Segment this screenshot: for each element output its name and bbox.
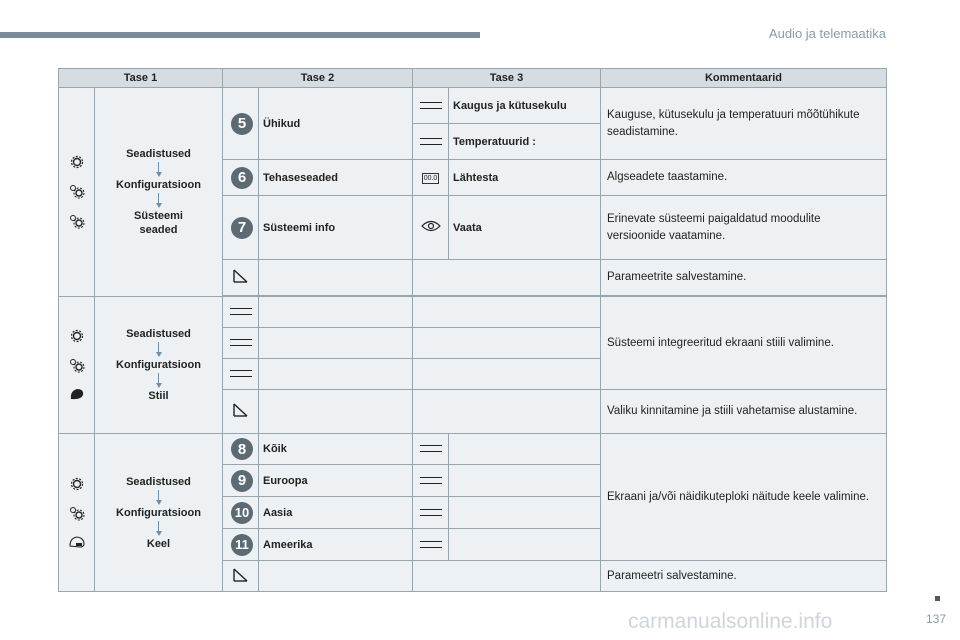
back-arrow-icon <box>232 567 250 583</box>
sub-label: Lähtesta <box>449 160 601 196</box>
badge-7: 7 <box>231 217 253 239</box>
arrow-down-icon <box>95 373 222 388</box>
back-cell <box>223 390 259 434</box>
empty-cell <box>413 390 601 434</box>
menu-bar-icon <box>230 308 252 315</box>
language-icon <box>68 535 86 549</box>
empty-cell <box>259 328 413 359</box>
empty-cell <box>413 260 601 296</box>
empty-cell <box>259 359 413 390</box>
empty-cell <box>413 297 601 328</box>
level-label: Seadistused <box>126 148 191 160</box>
palette-icon <box>69 387 85 401</box>
header-comments: Kommentaarid <box>601 69 887 88</box>
group1-levels <box>95 88 223 297</box>
group2-levels <box>95 297 223 434</box>
empty-cell <box>259 260 413 296</box>
row-label: Ameerika <box>259 529 413 561</box>
badge-8: 8 <box>231 438 253 460</box>
comment: Süsteemi integreeritud ekraani stiili valimine. <box>601 297 887 390</box>
arrow-down-icon <box>95 193 222 208</box>
level-label: Konfiguratsioon <box>116 359 201 371</box>
level-label: Seadistused <box>126 475 191 488</box>
comment: Parameetrite salvestamine. <box>601 260 887 296</box>
empty-cell <box>413 328 601 359</box>
menu-bar-icon <box>230 339 252 346</box>
bar-cell <box>413 465 449 497</box>
arrow-down-icon <box>95 490 222 505</box>
sub-label: Vaata <box>449 196 601 260</box>
badge-cell <box>223 465 259 497</box>
bar-cell <box>223 359 259 390</box>
menu-bar-icon <box>420 541 442 548</box>
comment: Erinevate süsteemi paigaldatud moodulite versioonide vaatamine. <box>601 196 887 260</box>
empty-cell <box>413 359 601 390</box>
header-level1: Tase 1 <box>59 69 223 88</box>
row-label: Tehaseseaded <box>259 160 413 196</box>
comment: Parameetri salvestamine. <box>601 561 887 592</box>
row-label: Aasia <box>259 497 413 529</box>
empty-cell <box>259 390 413 434</box>
bar-cell <box>223 297 259 328</box>
settings-table <box>58 68 887 592</box>
badge-11: 11 <box>231 534 253 556</box>
menu-bar-icon <box>420 102 442 109</box>
empty-cell <box>449 434 601 465</box>
bar-cell <box>223 328 259 359</box>
badge-cell <box>223 160 259 196</box>
eye-icon <box>421 219 441 233</box>
row-label: Kõik <box>259 434 413 465</box>
badge-6: 6 <box>231 167 253 189</box>
badge-5: 5 <box>231 113 253 135</box>
menu-bar-icon <box>420 138 442 145</box>
gear-icon <box>70 477 84 491</box>
header-level2: Tase 2 <box>223 69 413 88</box>
back-cell <box>223 260 259 296</box>
comment: Kauguse, kütusekulu ja temperatuuri mõõtühikute seadistamine. <box>601 88 887 160</box>
gears-icon <box>68 213 86 229</box>
badge-cell <box>223 88 259 160</box>
empty-cell <box>449 465 601 497</box>
arrow-down-icon <box>95 342 222 357</box>
comment: Algseadete taastamine. <box>601 160 887 196</box>
bar-cell <box>413 434 449 465</box>
gears-icon <box>68 183 86 199</box>
reset-icon: 00.0 <box>423 175 438 182</box>
comment: Ekraani ja/või näidikuteploki näitude keele valimine. <box>601 434 887 561</box>
badge-cell <box>223 434 259 465</box>
arrow-down-icon <box>95 162 222 177</box>
empty-cell <box>413 561 601 592</box>
menu-bar-icon <box>420 445 442 452</box>
sub-label: Kaugus ja kütusekulu <box>449 88 601 124</box>
header-bar <box>0 32 480 38</box>
gear-icon <box>70 329 84 343</box>
level-label: Süsteemi seaded <box>134 210 183 236</box>
menu-bar-icon <box>420 477 442 484</box>
watermark: carmanualsonline.info <box>628 610 833 633</box>
level-label: Keel <box>146 537 171 550</box>
group3-icons <box>59 434 95 592</box>
gears-icon <box>68 357 86 373</box>
back-cell <box>223 561 259 592</box>
back-arrow-icon <box>232 402 250 418</box>
reset-cell <box>413 160 449 196</box>
badge-cell <box>223 529 259 561</box>
arrow-down-icon <box>95 521 222 536</box>
level-label: Seadistused <box>126 328 191 340</box>
bar-cell <box>413 88 449 124</box>
header-level3: Tase 3 <box>413 69 601 88</box>
sub-label: Temperatuurid : <box>449 124 601 160</box>
bar-cell <box>413 529 449 561</box>
empty-cell <box>449 529 601 561</box>
badge-cell <box>223 196 259 260</box>
group1-icons <box>59 88 95 297</box>
badge-9: 9 <box>231 470 253 492</box>
menu-bar-icon <box>420 509 442 516</box>
group2-icons <box>59 297 95 434</box>
gear-icon <box>70 155 84 169</box>
level-label: Stiil <box>148 390 169 402</box>
group3-levels <box>95 434 223 592</box>
empty-cell <box>449 497 601 529</box>
row-label: Süsteemi info <box>259 196 413 260</box>
comment: Valiku kinnitamine ja stiili vahetamise alustamine. <box>601 390 887 434</box>
empty-cell <box>259 561 413 592</box>
level-label: Konfiguratsioon <box>116 506 201 519</box>
badge-cell <box>223 497 259 529</box>
eye-cell <box>413 196 449 260</box>
gears-icon <box>68 505 86 521</box>
empty-cell <box>259 297 413 328</box>
row-label: Ühikud <box>259 88 413 160</box>
bar-cell <box>413 497 449 529</box>
row-label: Euroopa <box>259 465 413 497</box>
section-title: Audio ja telemaatika <box>768 26 886 41</box>
page-marker <box>935 596 940 601</box>
bar-cell <box>413 124 449 160</box>
level-label: Konfiguratsioon <box>116 179 201 191</box>
page-number: 137 <box>925 612 946 626</box>
badge-10: 10 <box>231 502 253 524</box>
back-arrow-icon <box>232 268 250 284</box>
menu-bar-icon <box>230 370 252 377</box>
